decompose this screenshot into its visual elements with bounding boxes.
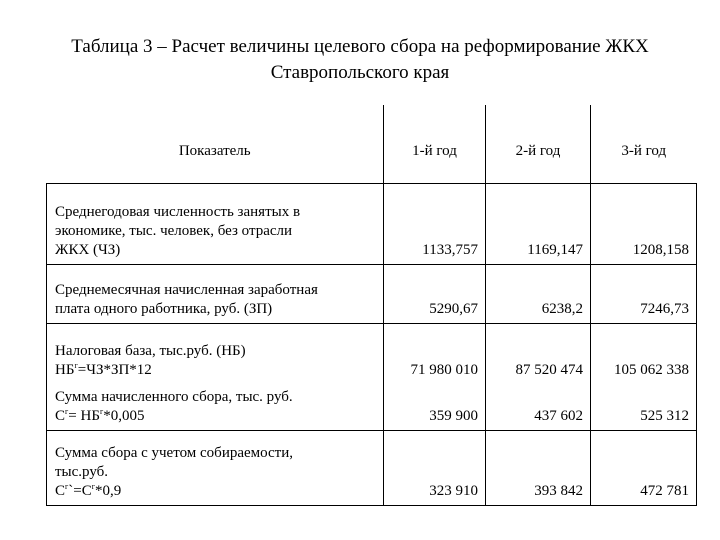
- table-row: [47, 431, 697, 506]
- header-indicator: Показатель: [47, 105, 384, 184]
- value-year-1: 5290,67: [384, 265, 486, 324]
- table-row: [47, 324, 697, 385]
- title-line-2: Ставропольского края: [270, 62, 450, 83]
- header-year-2: 2-й год: [486, 105, 591, 184]
- value-year-2: 1169,147: [486, 184, 591, 265]
- row-label: Налоговая база, тыс.руб. (НБ) $НБ^г=ЧЗ*ЗП*12$: [47, 324, 384, 385]
- row-formula: $С^г`=С^г*0,9$: [55, 482, 122, 499]
- row-formula: $С^г= НБ^г*0,005$: [55, 407, 145, 424]
- header-year-3: 3-й год: [591, 105, 697, 184]
- row-formula: $НБ^г=ЧЗ*ЗП*12$: [55, 361, 152, 378]
- value-year-2: 87 520 474: [486, 324, 591, 385]
- value-year-3: 472 781: [591, 431, 697, 506]
- table-row: [47, 384, 697, 431]
- value-year-3: 105 062 338: [591, 324, 697, 385]
- table-row: [47, 184, 697, 265]
- value-year-3: 525 312: [591, 384, 697, 431]
- title-line-1: Таблица 3 – Расчет величины целевого сбора на реформирование ЖКХ: [71, 36, 649, 57]
- value-year-2: 6238,2: [486, 265, 591, 324]
- table-title: [0, 34, 720, 86]
- value-year-1: 1133,757: [384, 184, 486, 265]
- value-year-1: 359 900: [384, 384, 486, 431]
- value-year-1: 71 980 010: [384, 324, 486, 385]
- row-label: Сумма начисленного сбора, тыс. руб. $С^г= НБ^г*0,005$: [47, 384, 384, 431]
- header-year-1: 1-й год: [384, 105, 486, 184]
- fee-calculation-table: [46, 105, 697, 506]
- row-label: Сумма сбора с учетом собираемости, тыс.руб. $С^г`=С^г*0,9$: [47, 431, 384, 506]
- value-year-1: 323 910: [384, 431, 486, 506]
- header-row: [47, 105, 697, 184]
- row-label: Среднемесячная начисленная заработная плата одного работника, руб. (ЗП): [47, 265, 384, 324]
- value-year-3: 7246,73: [591, 265, 697, 324]
- table-row: [47, 265, 697, 324]
- row-label: Среднегодовая численность занятых в экономике, тыс. человек, без отрасли ЖКХ (ЧЗ): [47, 184, 384, 265]
- value-year-2: 393 842: [486, 431, 591, 506]
- value-year-3: 1208,158: [591, 184, 697, 265]
- value-year-2: 437 602: [486, 384, 591, 431]
